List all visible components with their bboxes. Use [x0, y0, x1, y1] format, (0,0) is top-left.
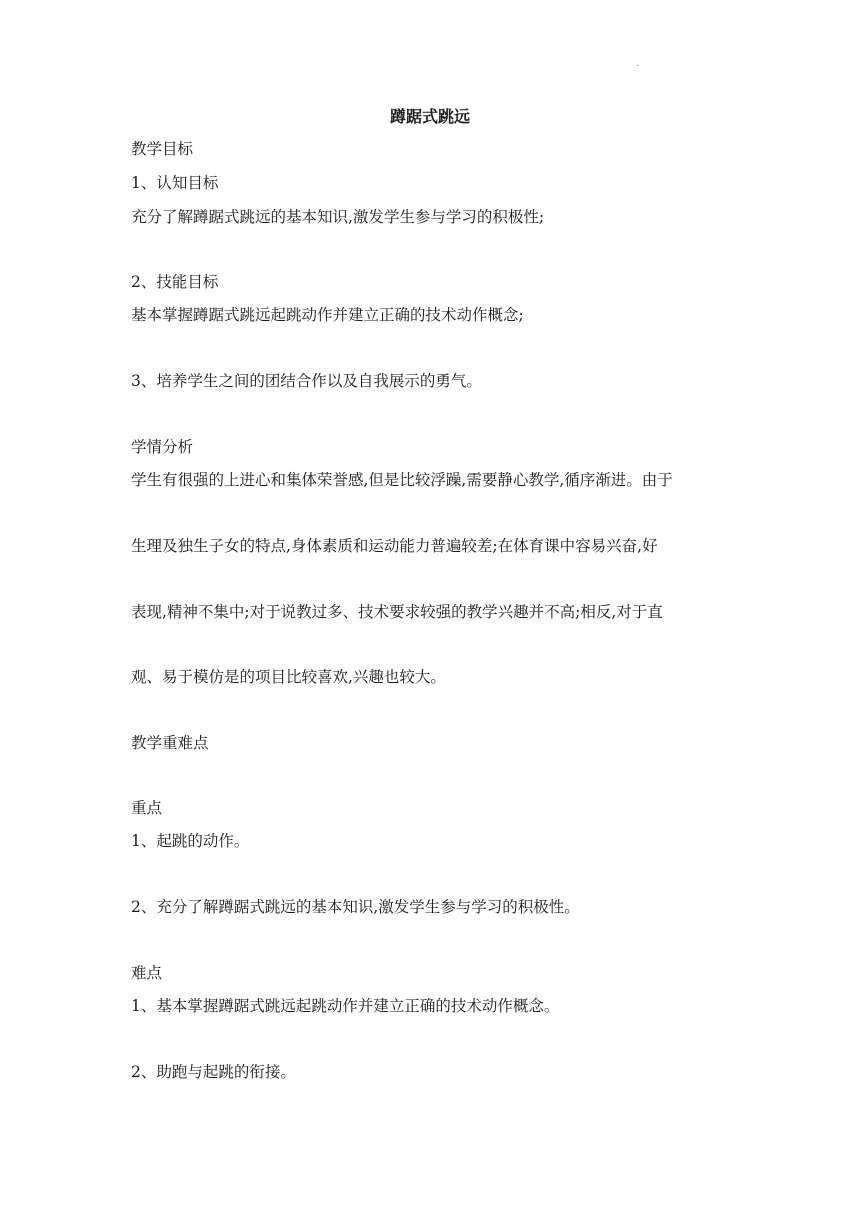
- key-point-1: 1、起跳的动作。: [131, 832, 250, 850]
- objective-2-heading: 2、技能目标: [131, 273, 219, 291]
- key-point-2: 2、充分了解蹲踞式跳远的基本知识,激发学生参与学习的积极性。: [131, 898, 580, 916]
- analysis-line-4: 观、易于模仿是的项目比较喜欢,兴趣也较大。: [131, 668, 446, 686]
- objective-1-text: 充分了解蹲踞式跳远的基本知识,激发学生参与学习的积极性;: [131, 208, 545, 226]
- document-title: 蹲踞式跳远: [389, 107, 470, 126]
- analysis-line-3: 表现,精神不集中;对于说教过多、技术要求较强的教学兴趣并不高;相反,对于直: [131, 603, 663, 621]
- difficulties-heading: 难点: [131, 964, 163, 982]
- objective-3-text: 3、培养学生之间的团结合作以及自我展示的勇气。: [131, 372, 482, 390]
- analysis-line-2: 生理及独生子女的特点,身体素质和运动能力普遍较差;在体育课中容易兴奋,好: [131, 537, 658, 555]
- difficulty-1: 1、基本掌握蹲踞式跳远起跳动作并建立正确的技术动作概念。: [131, 997, 560, 1015]
- objective-1-heading: 1、认知目标: [131, 174, 219, 192]
- difficulty-2: 2、助跑与起跳的衔接。: [131, 1063, 296, 1081]
- analysis-line-1: 学生有很强的上进心和集体荣誉感,但是比较浮躁,需要静心教学,循序渐进。由于: [131, 471, 673, 489]
- section-heading-objectives: 教学目标: [131, 140, 194, 158]
- corner-mark: .: [636, 58, 639, 69]
- section-heading-analysis: 学情分析: [131, 438, 194, 456]
- objective-2-text: 基本掌握蹲踞式跳远起跳动作并建立正确的技术动作概念;: [131, 306, 524, 324]
- key-points-heading: 重点: [131, 799, 163, 817]
- section-heading-key-points: 教学重难点: [131, 734, 209, 752]
